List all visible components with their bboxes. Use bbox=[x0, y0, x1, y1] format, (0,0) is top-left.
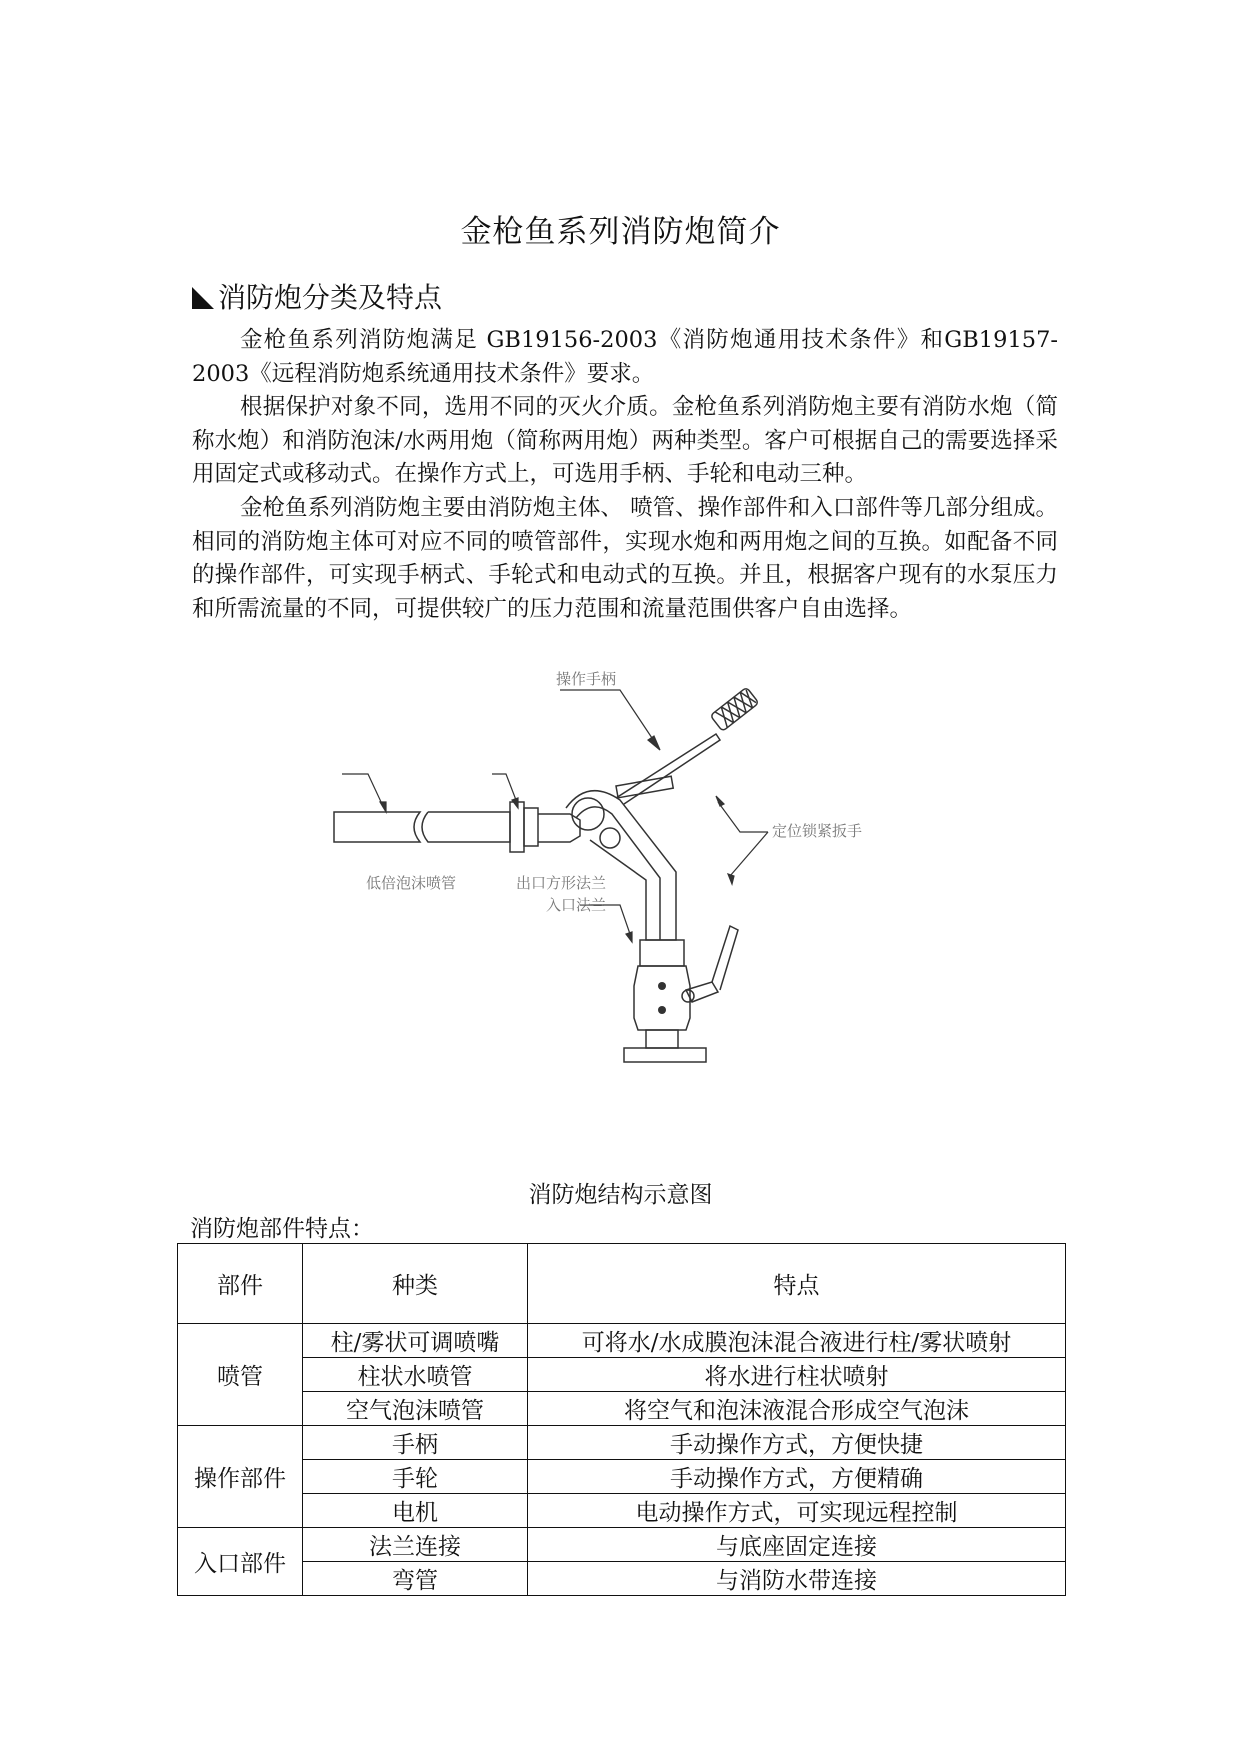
body-text bbox=[192, 324, 1058, 626]
table-row bbox=[178, 1494, 1066, 1528]
header-part: 部件 bbox=[178, 1244, 303, 1324]
label-outlet-flange: 出口方形法兰 bbox=[516, 874, 607, 892]
feature-cell: 电动操作方式，可实现远程控制 bbox=[528, 1494, 1066, 1528]
type-cell: 法兰连接 bbox=[303, 1528, 528, 1562]
type-cell: 柱状水喷管 bbox=[303, 1358, 528, 1392]
part-cell: 入口部件 bbox=[178, 1528, 303, 1596]
header-feature: 特点 bbox=[528, 1244, 1066, 1324]
paragraph-1: 金枪鱼系列消防炮满足 GB19156-2003《消防炮通用技术条件》和GB19157-2003《远程消防炮系统通用技术条件》要求。 bbox=[192, 327, 1058, 387]
page-title: 金枪鱼系列消防炮简介 bbox=[460, 214, 781, 250]
header-type: 种类 bbox=[303, 1244, 528, 1324]
feature-cell: 与底座固定连接 bbox=[528, 1528, 1066, 1562]
feature-cell: 手动操作方式，方便精确 bbox=[528, 1460, 1066, 1494]
table-row bbox=[178, 1528, 1066, 1562]
label-inlet-flange: 入口法兰 bbox=[546, 896, 607, 914]
feature-cell: 手动操作方式，方便快捷 bbox=[528, 1426, 1066, 1460]
label-lock-handle: 定位锁紧扳手 bbox=[772, 822, 863, 840]
table-row bbox=[178, 1562, 1066, 1596]
paragraph-2: 根据保护对象不同，选用不同的灭火介质。金枪鱼系列消防炮主要有消防水炮（简称水炮）和消防泡沫/水两用炮（简称两用炮）两种类型。客户可根据自己的需要选择采用固定式或移动式。在操作方式上，可选用手柄、手轮和电动三种。 bbox=[192, 394, 1058, 488]
part-cell: 喷管 bbox=[178, 1324, 303, 1426]
diagram-caption: 消防炮结构示意图 bbox=[528, 1182, 713, 1208]
fire-monitor-diagram bbox=[320, 670, 920, 1070]
table-row bbox=[178, 1392, 1066, 1426]
table-row bbox=[178, 1324, 1066, 1358]
part-cell: 操作部件 bbox=[178, 1426, 303, 1528]
feature-cell: 与消防水带连接 bbox=[528, 1562, 1066, 1596]
paragraph-3: 金枪鱼系列消防炮主要由消防炮主体、 喷管、操作部件和入口部件等几部分组成。相同的消防炮主体可对应不同的喷管部件，实现水炮和两用炮之间的互换。如配备不同的操作部件，可实现手柄式、手轮式和电动式的互换。并且，根据客户现有的水泵压力和所需流量的不同，可提供较广的压力范围和流量范围供客户自由选择。 bbox=[192, 494, 1058, 622]
table-header-row bbox=[178, 1244, 1066, 1324]
feature-cell: 将空气和泡沫液混合形成空气泡沫 bbox=[528, 1392, 1066, 1426]
type-cell: 电机 bbox=[303, 1494, 528, 1528]
label-handle: 操作手柄 bbox=[556, 670, 617, 688]
triangle-bullet-icon bbox=[192, 287, 214, 309]
section-heading bbox=[192, 276, 442, 316]
table-row bbox=[178, 1426, 1066, 1460]
type-cell: 弯管 bbox=[303, 1562, 528, 1596]
table-row bbox=[178, 1358, 1066, 1392]
table-title: 消防炮部件特点： bbox=[190, 1216, 374, 1242]
type-cell: 手柄 bbox=[303, 1426, 528, 1460]
table-row bbox=[178, 1460, 1066, 1494]
feature-cell: 可将水/水成膜泡沫混合液进行柱/雾状喷射 bbox=[528, 1324, 1066, 1358]
type-cell: 柱/雾状可调喷嘴 bbox=[303, 1324, 528, 1358]
parts-table bbox=[177, 1243, 1066, 1596]
feature-cell: 将水进行柱状喷射 bbox=[528, 1358, 1066, 1392]
type-cell: 手轮 bbox=[303, 1460, 528, 1494]
label-nozzle: 低倍泡沫喷管 bbox=[366, 874, 457, 892]
type-cell: 空气泡沫喷管 bbox=[303, 1392, 528, 1426]
section-heading-text: 消防炮分类及特点 bbox=[218, 281, 443, 314]
